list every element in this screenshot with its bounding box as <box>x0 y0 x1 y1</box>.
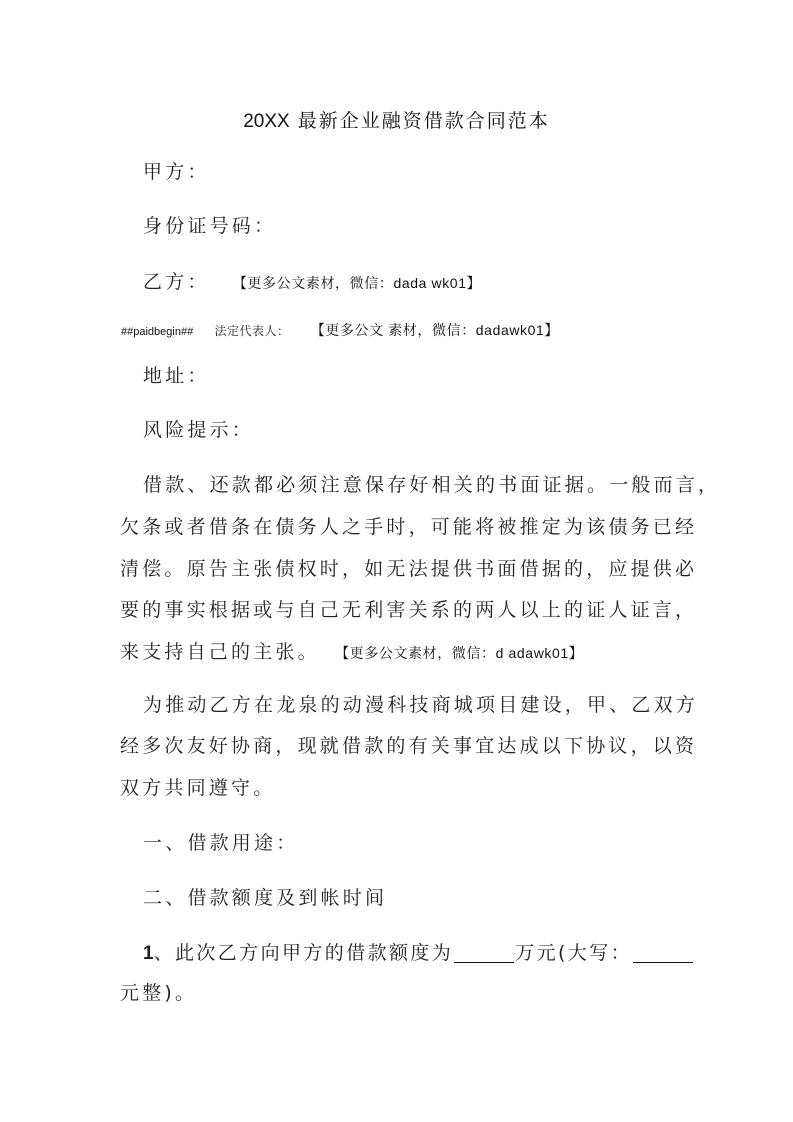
clause-1-continuation: 元整)。 <box>120 982 198 1004</box>
title-main: 最新企业融资借款合同范本 <box>289 110 550 132</box>
amount-blank <box>454 944 514 963</box>
address-label: 地址： <box>143 365 210 387</box>
legal-rep-label: 法定代表人： <box>214 324 290 338</box>
intro-line-3: 双方共同遵守。 <box>120 777 276 799</box>
legal-rep-row <box>121 320 559 339</box>
risk-line-5 <box>120 643 583 662</box>
document-title <box>0 106 793 133</box>
clause-1-text-b: 万元(大写： <box>515 942 633 964</box>
clause-1 <box>143 944 694 963</box>
id-number-label: 身份证号码： <box>143 215 277 237</box>
clause-1-text-a: 、此次乙方向甲方的借款额度为 <box>153 942 454 964</box>
risk-label: 风险提示： <box>143 419 255 441</box>
amount-words-blank <box>633 944 693 963</box>
party-b-note: 【更多公文素材，微信：dada wk01】 <box>232 275 482 291</box>
clause-1-number: 1 <box>143 943 154 964</box>
legal-rep-note: 【更多公文 素材，微信：dadawk01】 <box>310 322 560 338</box>
paid-marker: ##paidbegin## <box>121 326 194 338</box>
risk-line-5-text: 来支持自己的主张。 <box>120 641 320 663</box>
party-b-row <box>143 273 481 292</box>
section-1-heading: 一、借款用途： <box>143 832 299 854</box>
intro-line-2: 经多次友好协商，现就借款的有关事宜达成以下协议，以资 <box>120 735 698 757</box>
party-b-label: 乙方： <box>143 271 210 293</box>
risk-note: 【更多公文素材，微信：d adawk01】 <box>335 645 584 661</box>
risk-line-3: 清偿。原告主张债权时，如无法提供书面借据的，应提供必 <box>120 558 698 580</box>
intro-line-1: 为推动乙方在龙泉的动漫科技商城项目建设，甲、乙双方 <box>143 694 699 716</box>
risk-line-2: 欠条或者借条在债务人之手时，可能将被推定为该债务已经 <box>120 516 698 538</box>
title-prefix: 20XX <box>243 111 290 132</box>
risk-line-1: 借款、还款都必须注意保存好相关的书面证据。一般而言， <box>143 474 721 496</box>
section-2-heading: 二、借款额度及到帐时间 <box>143 887 388 909</box>
risk-line-4: 要的事实根据或与自己无利害关系的两人以上的证人证言， <box>120 599 698 621</box>
party-a-label: 甲方： <box>143 161 210 183</box>
